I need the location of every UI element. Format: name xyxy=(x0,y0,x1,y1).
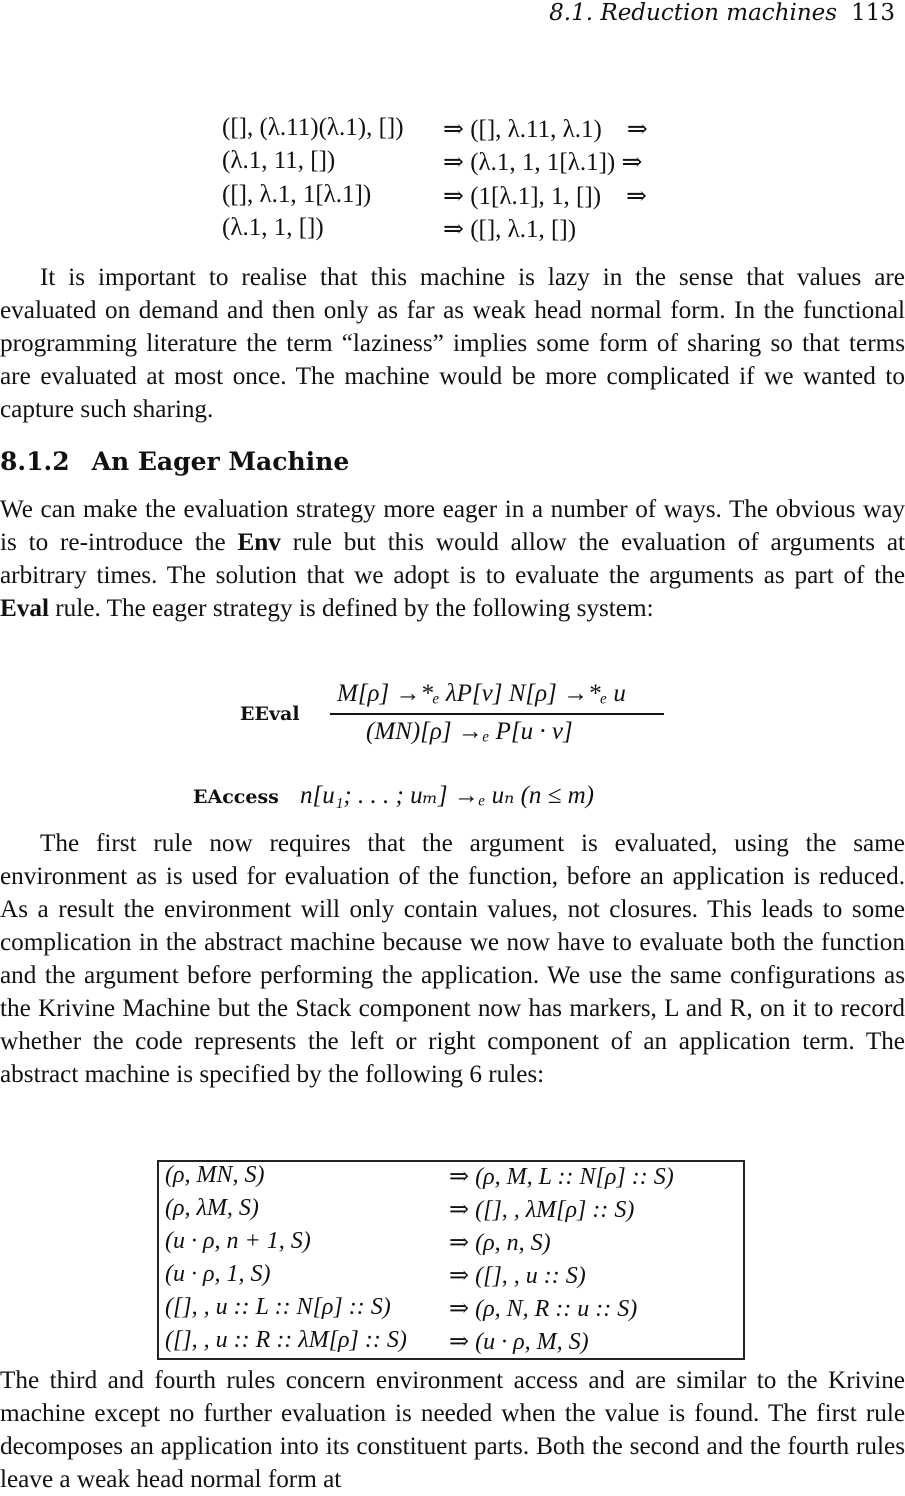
machine-rules-box xyxy=(157,1160,745,1360)
trace-lhs: ([], λ.1, 1[λ.1]) xyxy=(222,181,372,208)
env-rule-name: Env xyxy=(237,529,281,556)
rule-rhs: ⇒ ([], , u :: S) xyxy=(449,1263,586,1289)
paragraph-rule-discussion: The third and fourth rules concern environment access and are similar to the Krivine machine except no further evaluation is needed when the value is found. The first rule decomposes an application into its constituent parts. Both the second and the fourth rules leave a weak head normal form at xyxy=(0,1367,905,1493)
page-number: 113 xyxy=(851,0,895,26)
trace-rhs: ⇒ (1[λ.1], 1, []) ⇒ xyxy=(443,183,647,210)
section-heading xyxy=(0,447,349,476)
eeval-conclusion: (MN)[ρ] →ₑ P[u · ν] xyxy=(366,718,573,745)
rule-rhs: ⇒ (ρ, N, R :: u :: S) xyxy=(449,1296,638,1322)
rule-rhs: ⇒ (ρ, M, L :: N[ρ] :: S) xyxy=(449,1164,674,1190)
running-head-section: 8.1. Reduction machines xyxy=(549,0,838,26)
trace-rhs: ⇒ ([], λ.1, []) xyxy=(443,216,577,243)
paragraph-laziness: It is important to realise that this machine is lazy in the sense that values are evaluated on demand and then only as far as weak head normal form. In the functional programming literature the term “laziness” implies some form of sharing so that terms are evaluated at most once. The machine would be more complicated if we wanted to capture such sharing. xyxy=(0,264,905,423)
rule-rhs: ⇒ (ρ, n, S) xyxy=(449,1230,551,1256)
paragraph-eager-strategy xyxy=(0,493,905,625)
trace-lhs: ([], (λ.11)(λ.1), []) xyxy=(222,114,404,141)
rule-lhs: (u · ρ, 1, S) xyxy=(165,1261,271,1287)
rule-lhs: (u · ρ, n + 1, S) xyxy=(165,1228,311,1254)
rule-rhs: ⇒ ([], , λM[ρ] :: S) xyxy=(449,1197,635,1223)
inference-line xyxy=(330,713,664,715)
eaccess-formula: n[u₁; . . . ; uₘ] →ₑ uₙ (n ≤ m) xyxy=(300,782,594,809)
para2-text-2: rule but this would allow the evaluation of arguments at arbitrary times. The solution that we adopt is to evaluate the arguments as part of the xyxy=(0,529,905,589)
eeval-premise: M[ρ] →*ₑ λP[ν] N[ρ] →*ₑ u xyxy=(337,680,626,707)
trace-rhs: ⇒ (λ.1, 1, 1[λ.1]) ⇒ xyxy=(443,149,643,176)
eval-rule-name: Eval xyxy=(0,595,49,622)
running-head xyxy=(549,0,895,26)
paragraph-first-rule: The first rule now requires that the argument is evaluated, using the same environment as is used for evaluation of the function, before an application is reduced. As a result the environment will only contain values, not closures. This leads to some complication in the abstract machine because we now have to evaluate both the function and the argument before performing the application. We use the same configurations as the Krivine Machine but the Stack component now has markers, L and R, on it to record whether the code represents the left or right component of an application term. The abstract machine is specified by the following 6 rules: xyxy=(0,830,905,1088)
trace-lhs: (λ.1, 11, []) xyxy=(222,147,336,174)
trace-lhs: (λ.1, 1, []) xyxy=(222,214,324,241)
trace-rhs: ⇒ ([], λ.11, λ.1) ⇒ xyxy=(443,116,648,143)
rule-rhs: ⇒ (u · ρ, M, S) xyxy=(449,1329,589,1355)
rule-lhs: (ρ, λM, S) xyxy=(165,1195,259,1221)
eeval-label: EEval xyxy=(240,703,300,725)
rule-lhs: ([], , u :: L :: N[ρ] :: S) xyxy=(165,1294,391,1320)
rule-lhs: (ρ, MN, S) xyxy=(165,1162,265,1188)
para2-text-3: rule. The eager strategy is defined by the following system: xyxy=(49,595,654,622)
para2-text-1: We can make the evaluation strategy more eager in a number of ways. The obvious way is to re-introduce the xyxy=(0,496,905,556)
section-number: 8.1.2 xyxy=(0,447,70,476)
section-title: An Eager Machine xyxy=(91,447,350,476)
rule-lhs: ([], , u :: R :: λM[ρ] :: S) xyxy=(165,1327,407,1353)
eaccess-label: EAccess xyxy=(193,786,279,808)
